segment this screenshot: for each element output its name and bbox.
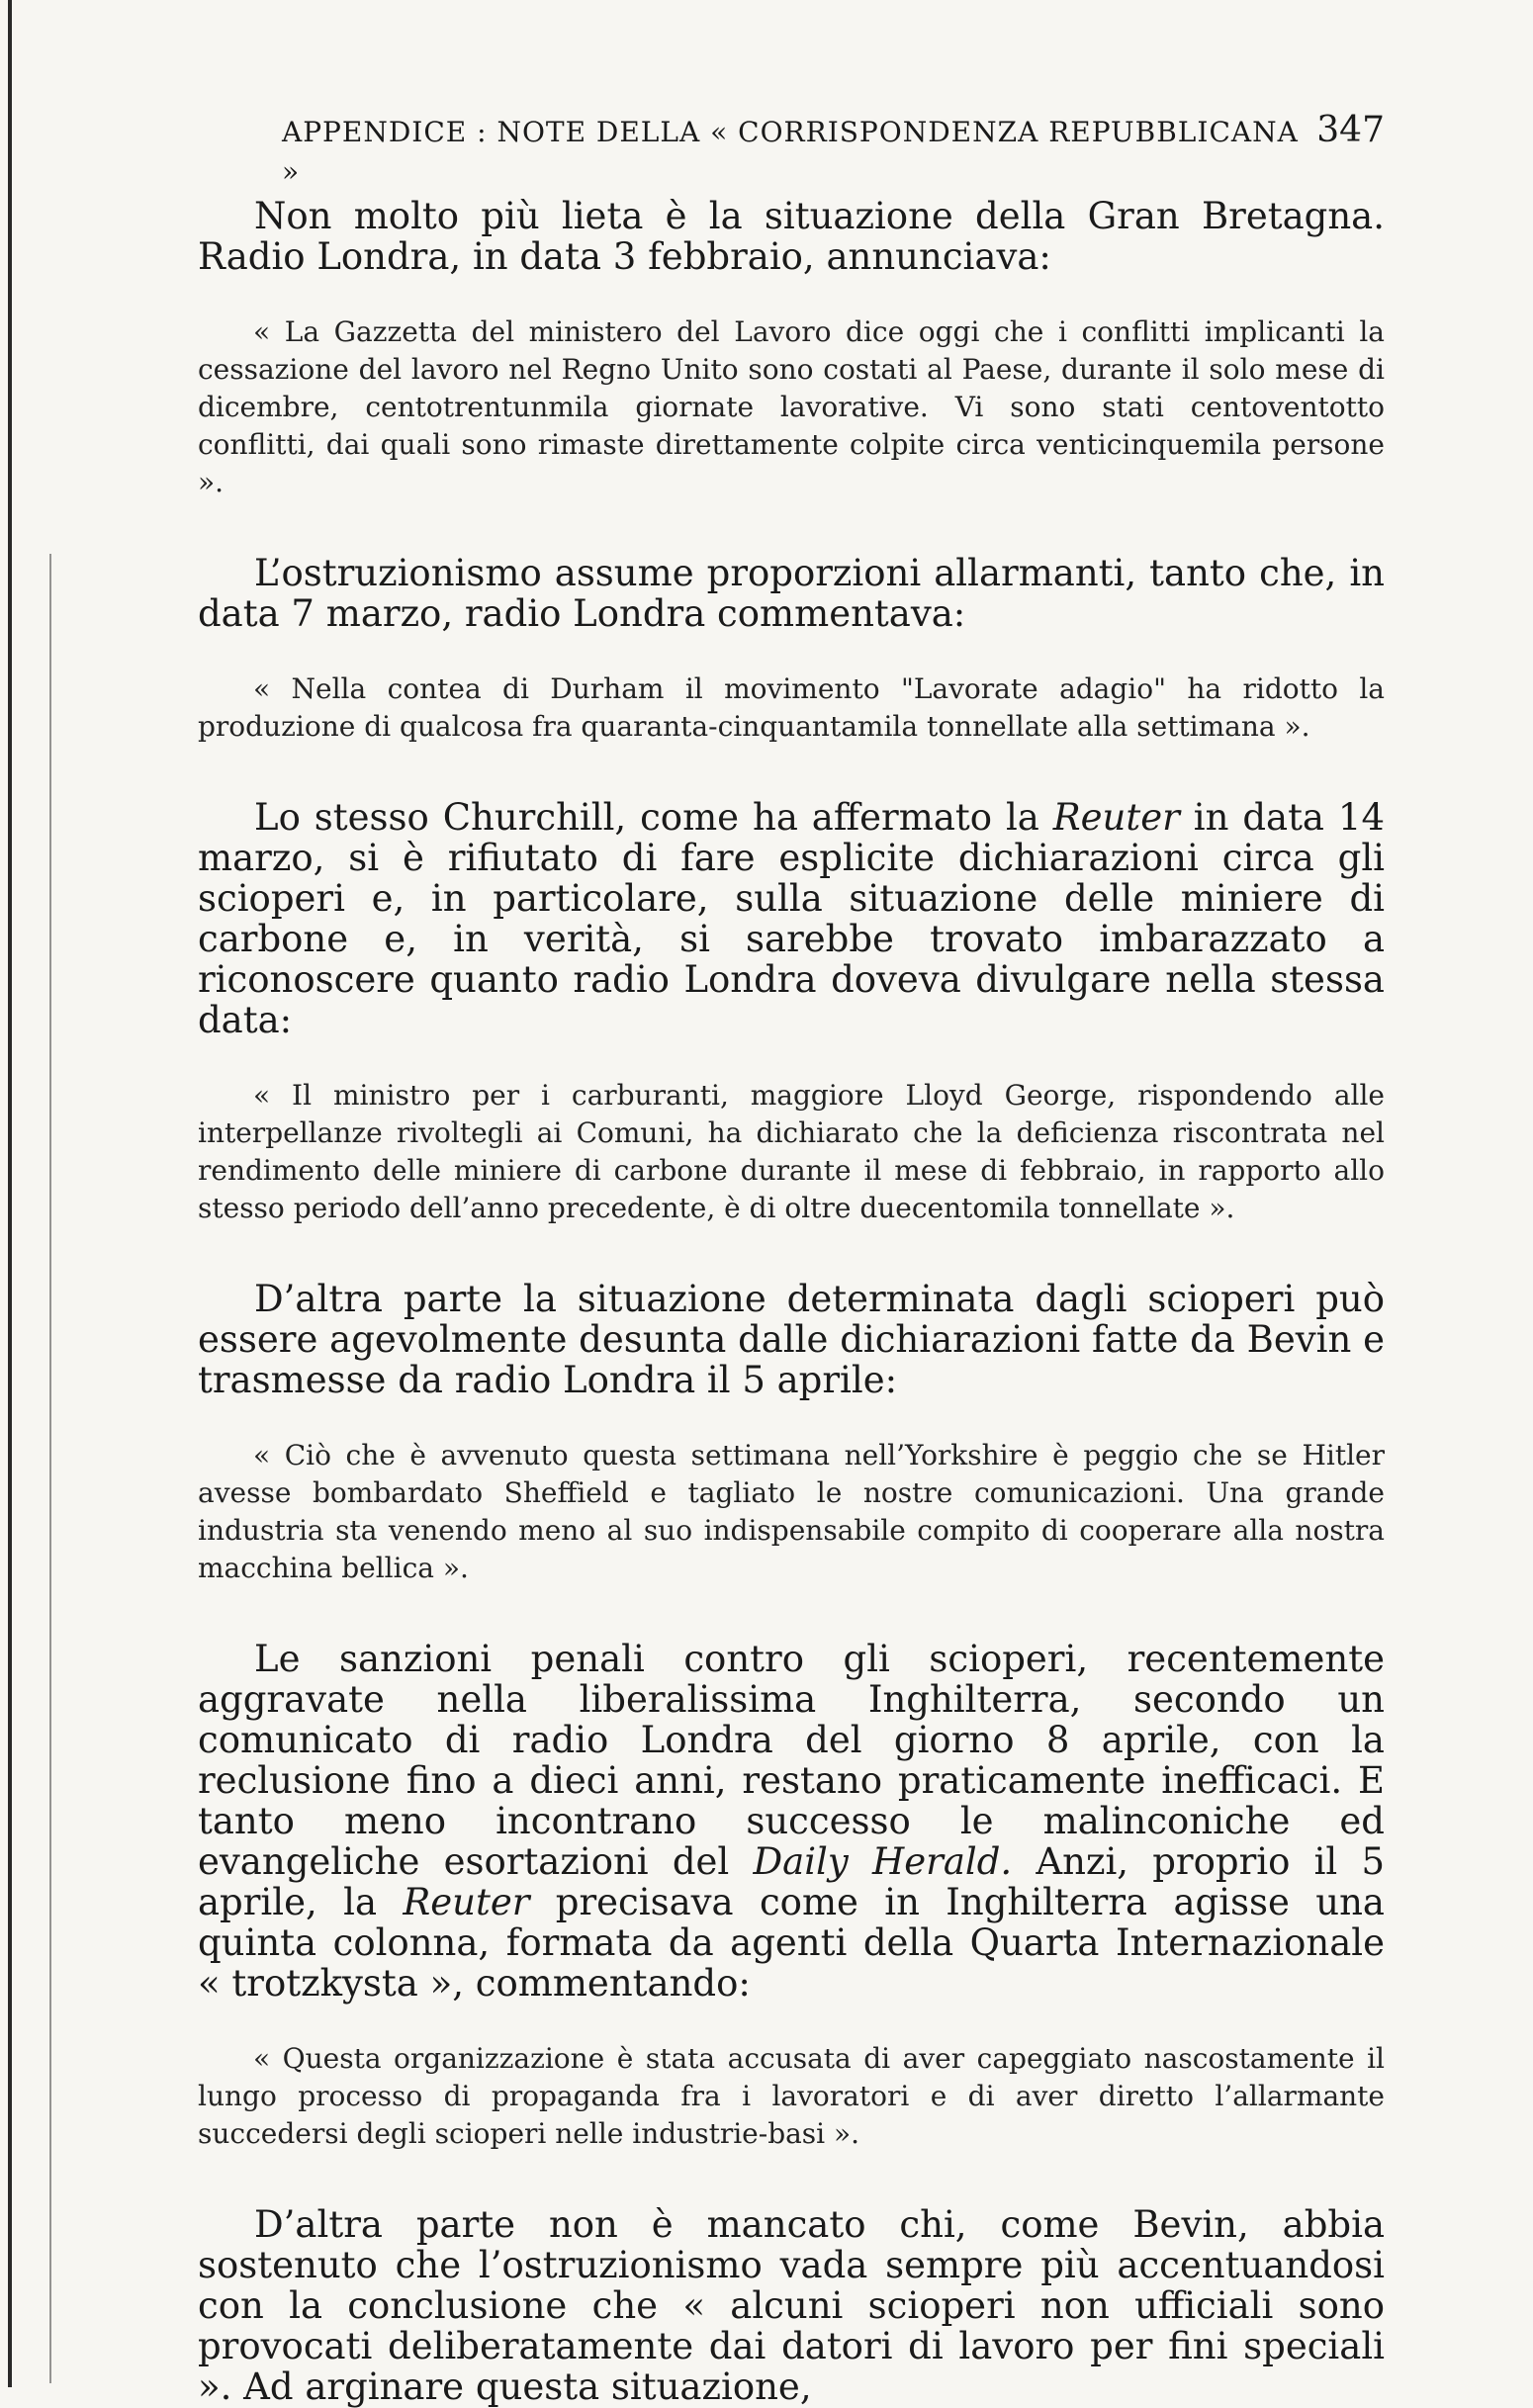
reuter-reference: Reuter: [1052, 796, 1180, 839]
paragraph-5-text-b: Anzi, proprio il 5 aprile, la: [198, 1840, 1386, 1923]
running-header: [282, 111, 1385, 192]
paragraph-6: D’altra parte non è mancato chi, come Bevin, abbia sostenuto che l’ostruzionismo vada sempre più accentuandosi con la conclusione che « alcuni scioperi non ufficiali sono provocati deliberatamente dai datori di lavoro per fini speciali ». Ad arginare questa situazione,: [198, 2203, 1385, 2408]
paragraph-1: Non molto più lieta è la situazione della Gran Bretagna. Radio Londra, in data 3 febbraio, annunciava:: [198, 195, 1385, 278]
book-page: [198, 111, 1385, 2407]
daily-herald-reference: Daily Herald.: [753, 1840, 1013, 1883]
paragraph-3-text-b: in data 14 marzo, si è rifiutato di fare esplicite dichiarazioni circa gli scioperi e, in particolare, sulla situazione delle miniere di carbone e, in verità, si sarebbe trovato imbarazzato a riconoscere quanto radio Londra doveva divulgare nella stessa data:: [198, 796, 1385, 1041]
scan-margin-line: [49, 554, 51, 2383]
page-number: 347: [1316, 110, 1385, 150]
paragraph-5-text-a: Le sanzioni penali contro gli scioperi, recentemente aggravate nella liberalissima Inghilterra, secondo un comunicato di radio Londra del giorno 8 aprile, con la reclusione fino a dieci anni, restano praticamente inefficaci. E tanto meno incontrano successo le malinconiche ed evangeliche esortazioni del: [198, 1638, 1385, 1883]
quote-1: « La Gazzetta del ministero del Lavoro dice oggi che i conflitti implicanti la cessazione del lavoro nel Regno Unito sono costati al Paese, durante il solo mese di dicembre, centotrentunmila giornate lavorative. Vi sono stati centoventotto conflitti, dai quali sono rimaste direttamente colpite circa venticinquemila persone ».: [198, 315, 1385, 498]
quote-5: « Questa organizzazione è stata accusata di aver capeggiato nascostamente il lungo processo di propaganda fra i lavoratori e di aver diretto l’allarmante succedersi degli scioperi nelle industrie-basi ».: [198, 2042, 1385, 2150]
paragraph-3: [198, 797, 1385, 1040]
paragraph-5-text-c: precisava come in Inghilterra agisse una quinta colonna, formata da agenti della Quarta Internazionale « trotzkysta », commentando:: [198, 1881, 1385, 2005]
reuter-reference-2: Reuter: [403, 1881, 530, 1923]
paragraph-2: L’ostruzionismo assume proporzioni allarmanti, tanto che, in data 7 marzo, radio Londra commentava:: [198, 552, 1385, 635]
paragraph-4: D’altra parte la situazione determinata dagli scioperi può essere agevolmente desunta dalle dichiarazioni fatte da Bevin e trasmesse da radio Londra il 5 aprile:: [198, 1278, 1385, 1401]
running-title: APPENDICE : NOTE DELLA « CORRISPONDENZA REPUBBLICANA »: [282, 116, 1299, 188]
paragraph-3-text-a: Lo stesso Churchill, come ha affermato la: [254, 796, 1053, 839]
paragraph-5: [198, 1639, 1385, 2004]
quote-2: « Nella contea di Durham il movimento "Lavorate adagio" ha ridotto la produzione di qualcosa fra quaranta-cinquantamila tonnellate alla settimana ».: [198, 672, 1385, 743]
quote-4: « Ciò che è avvenuto questa settimana nell’Yorkshire è peggio che se Hitler avesse bombardato Sheffield e tagliato le nostre comunicazioni. Una grande industria sta venendo meno al suo indispensabile compito di cooperare alla nostra macchina bellica ».: [198, 1439, 1385, 1584]
quote-3: « Il ministro per i carburanti, maggiore Lloyd George, rispondendo alle interpellanze rivoltegli ai Comuni, ha dichiarato che la deficienza riscontrata nel rendimento delle miniere di carbone durante il mese di febbraio, in rapporto allo stesso periodo dell’anno precedente, è di oltre duecentomila tonnellate ».: [198, 1079, 1385, 1224]
scan-binding-edge: [8, 0, 12, 2387]
